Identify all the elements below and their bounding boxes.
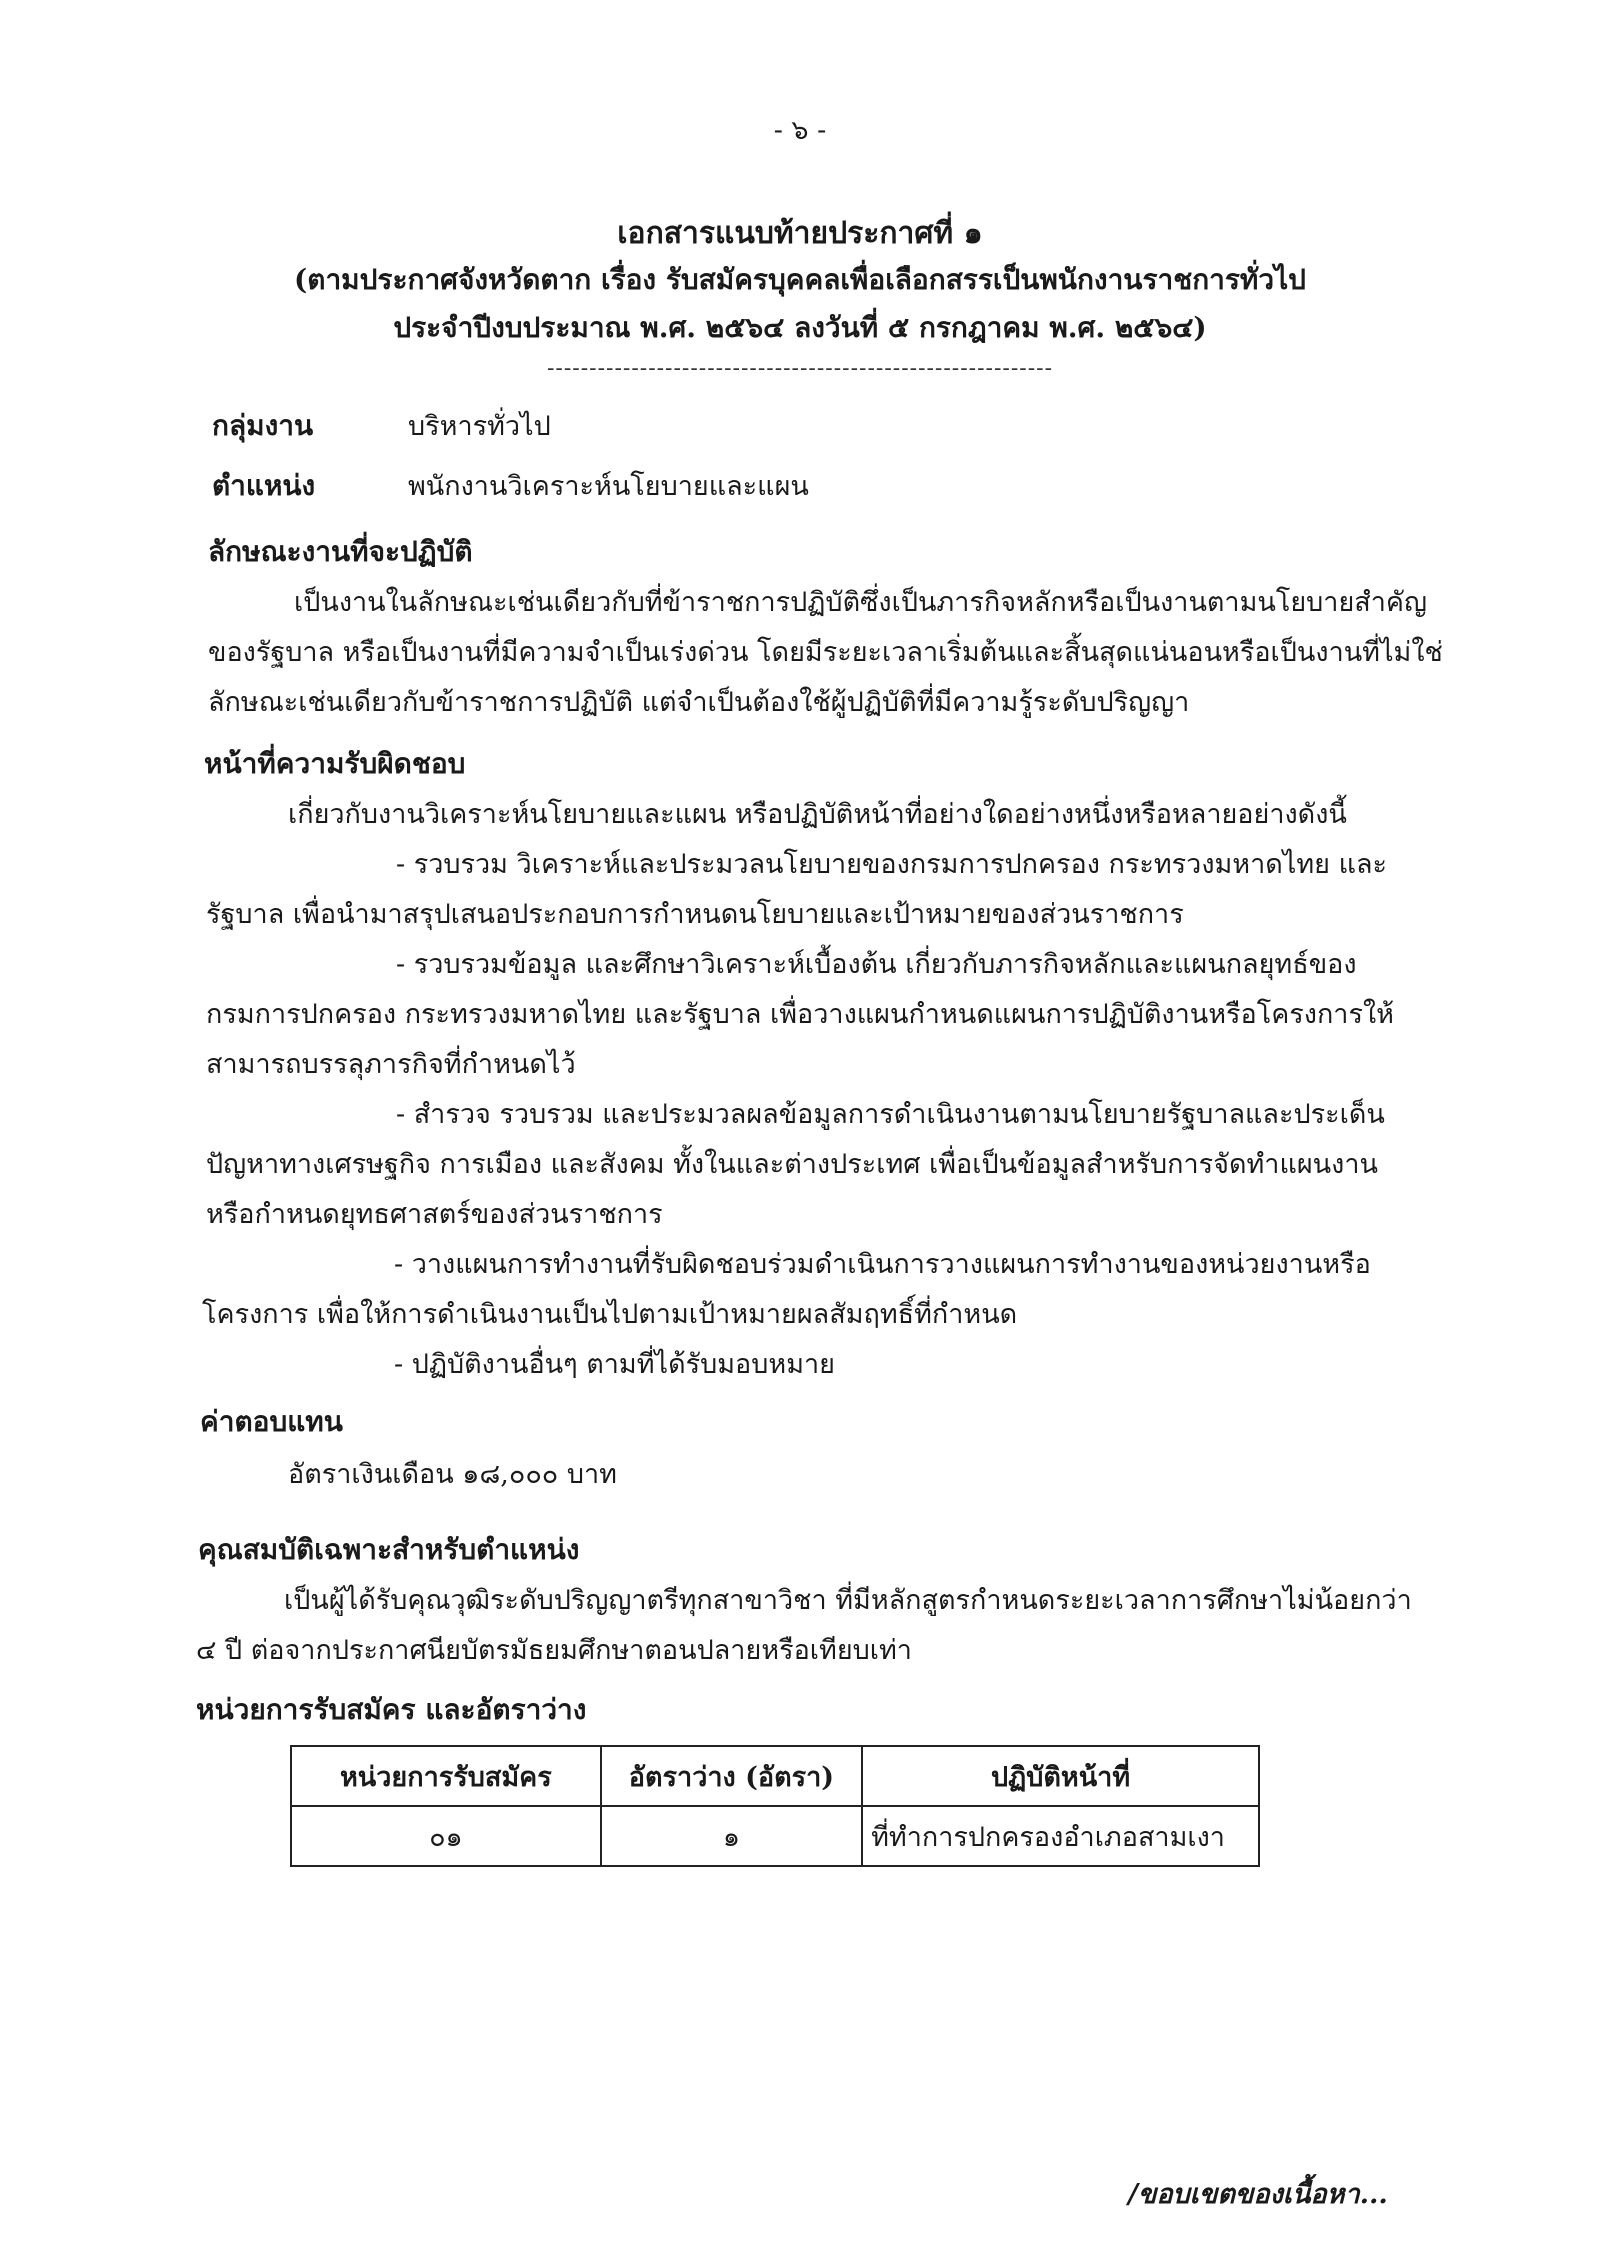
duty-item: - วางแผนการทำงานที่รับผิดชอบร่วมดำเนินการวางแผนการทำงานของหน่วยงานหรือ [394,1249,1371,1280]
duty-item-continuation: โครงการ เพื่อให้การดำเนินงานเป็นไปตามเป้าหมายผลสัมฤทธิ์ที่กำหนด [202,1299,1018,1330]
job-nature-heading: ลักษณะงานที่จะปฏิบัติ [208,535,473,568]
vacancy-table [290,1745,1260,1867]
duty-item: - สำรวจ รวบรวม และประมวลผลข้อมูลการดำเนินงานตามนโยบายรัฐบาลและประเด็น [396,1099,1385,1130]
compensation-text: อัตราเงินเดือน ๑๘,๐๐๐ บาท [288,1459,617,1490]
vacancy-heading: หน่วยการรับสมัคร และอัตราว่าง [196,1693,587,1726]
table-cell: ๐๑ [291,1806,601,1866]
header-date-line: ประจำปีงบประมาณ พ.ศ. ๒๕๖๔ ลงวันที่ ๕ กรกฎาคม พ.ศ. ๒๕๖๔) [393,311,1207,344]
column-header: หน่วยการรับสมัคร [291,1746,601,1806]
column-header: อัตราว่าง (อัตรา) [601,1746,862,1806]
header-subtitle: (ตามประกาศจังหวัดตาก เรื่อง รับสมัครบุคคลเพื่อเลือกสรรเป็นพนักงานราชการทั่วไป [294,263,1306,296]
table-cell: ๑ [601,1806,862,1866]
duty-item: - รวบรวม วิเคราะห์และประมวลนโยบายของกรมการปกครอง กระทรวงมหาดไทย และ [396,849,1388,880]
column-header: ปฏิบัติหน้าที่ [862,1746,1259,1806]
duty-item-continuation: ปัญหาทางเศรษฐกิจ การเมือง และสังคม ทั้งในและต่างประเทศ เพื่อเป็นข้อมูลสำหรับการจัดทำแผนงาน [206,1149,1378,1180]
job-nature-line: ของรัฐบาล หรือเป็นงานที่มีความจำเป็นเร่งด่วน โดยมีระยะเวลาเริ่มต้นและสิ้นสุดแน่นอนหรือเป็นงานที่ไม่ใช่ [208,637,1443,668]
qualifications-heading: คุณสมบัติเฉพาะสำหรับตำแหน่ง [198,1533,580,1566]
duties-heading: หน้าที่ความรับผิดชอบ [204,747,466,780]
duties-intro: เกี่ยวกับงานวิเคราะห์นโยบายและแผน หรือปฏิบัติหน้าที่อย่างใดอย่างหนึ่งหรือหลายอย่างดังนี้ [288,799,1347,830]
duty-item-continuation: กรมการปกครอง กระทรวงมหาดไทย และรัฐบาล เพื่อวางแผนกำหนดแผนการปฏิบัติงานหรือโครงการให้ [206,999,1394,1030]
table-row [291,1806,1259,1866]
compensation-heading: ค่าตอบแทน [200,1405,343,1438]
header-divider: ------------------------------------------------------------ [546,356,1053,381]
job-nature-line: ลักษณะเช่นเดียวกับข้าราชการปฏิบัติ แต่จำเป็นต้องใช้ผู้ปฏิบัติที่มีความรู้ระดับปริญญา [208,687,1190,718]
table-header-row [291,1746,1259,1806]
duty-item: - ปฏิบัติงานอื่นๆ ตามที่ได้รับมอบหมาย [394,1349,835,1380]
duty-item-continuation: สามารถบรรลุภารกิจที่กำหนดไว้ [206,1049,576,1080]
qualifications-line: เป็นผู้ได้รับคุณวุฒิระดับปริญญาตรีทุกสาขาวิชา ที่มีหลักสูตรกำหนดระยะเวลาการศึกษาไม่น้อยกว่า [284,1585,1412,1616]
position-value: พนักงานวิเคราะห์นโยบายและแผน [408,471,809,502]
qualifications-line: ๔ ปี ต่อจากประกาศนียบัตรมัธยมศึกษาตอนปลายหรือเทียบเท่า [196,1635,912,1666]
header-title: เอกสารแนบท้ายประกาศที่ ๑ [617,216,983,251]
continuation-note: /ขอบเขตของเนื้อหา... [1128,2179,1388,2210]
job-nature-line: เป็นงานในลักษณะเช่นเดียวกับที่ข้าราชการปฏิบัติซึ่งเป็นภารกิจหลักหรือเป็นงานตามนโยบายสำคัญ [294,587,1427,618]
group-label: กลุ่มงาน [212,409,314,442]
position-label: ตำแหน่ง [212,469,316,502]
table-cell: ที่ทำการปกครองอำเภอสามเงา [862,1806,1259,1866]
duty-item-continuation: หรือกำหนดยุทธศาสตร์ของส่วนราชการ [206,1199,663,1230]
duty-item: - รวบรวมข้อมูล และศึกษาวิเคราะห์เบื้องต้น เกี่ยวกับภารกิจหลักและแผนกลยุทธ์ของ [396,949,1357,980]
page-number: - ๖ - [773,115,827,146]
duty-item-continuation: รัฐบาล เพื่อนำมาสรุปเสนอประกอบการกำหนดนโยบายและเป้าหมายของส่วนราชการ [206,899,1184,930]
group-value: บริหารทั่วไป [408,411,551,442]
